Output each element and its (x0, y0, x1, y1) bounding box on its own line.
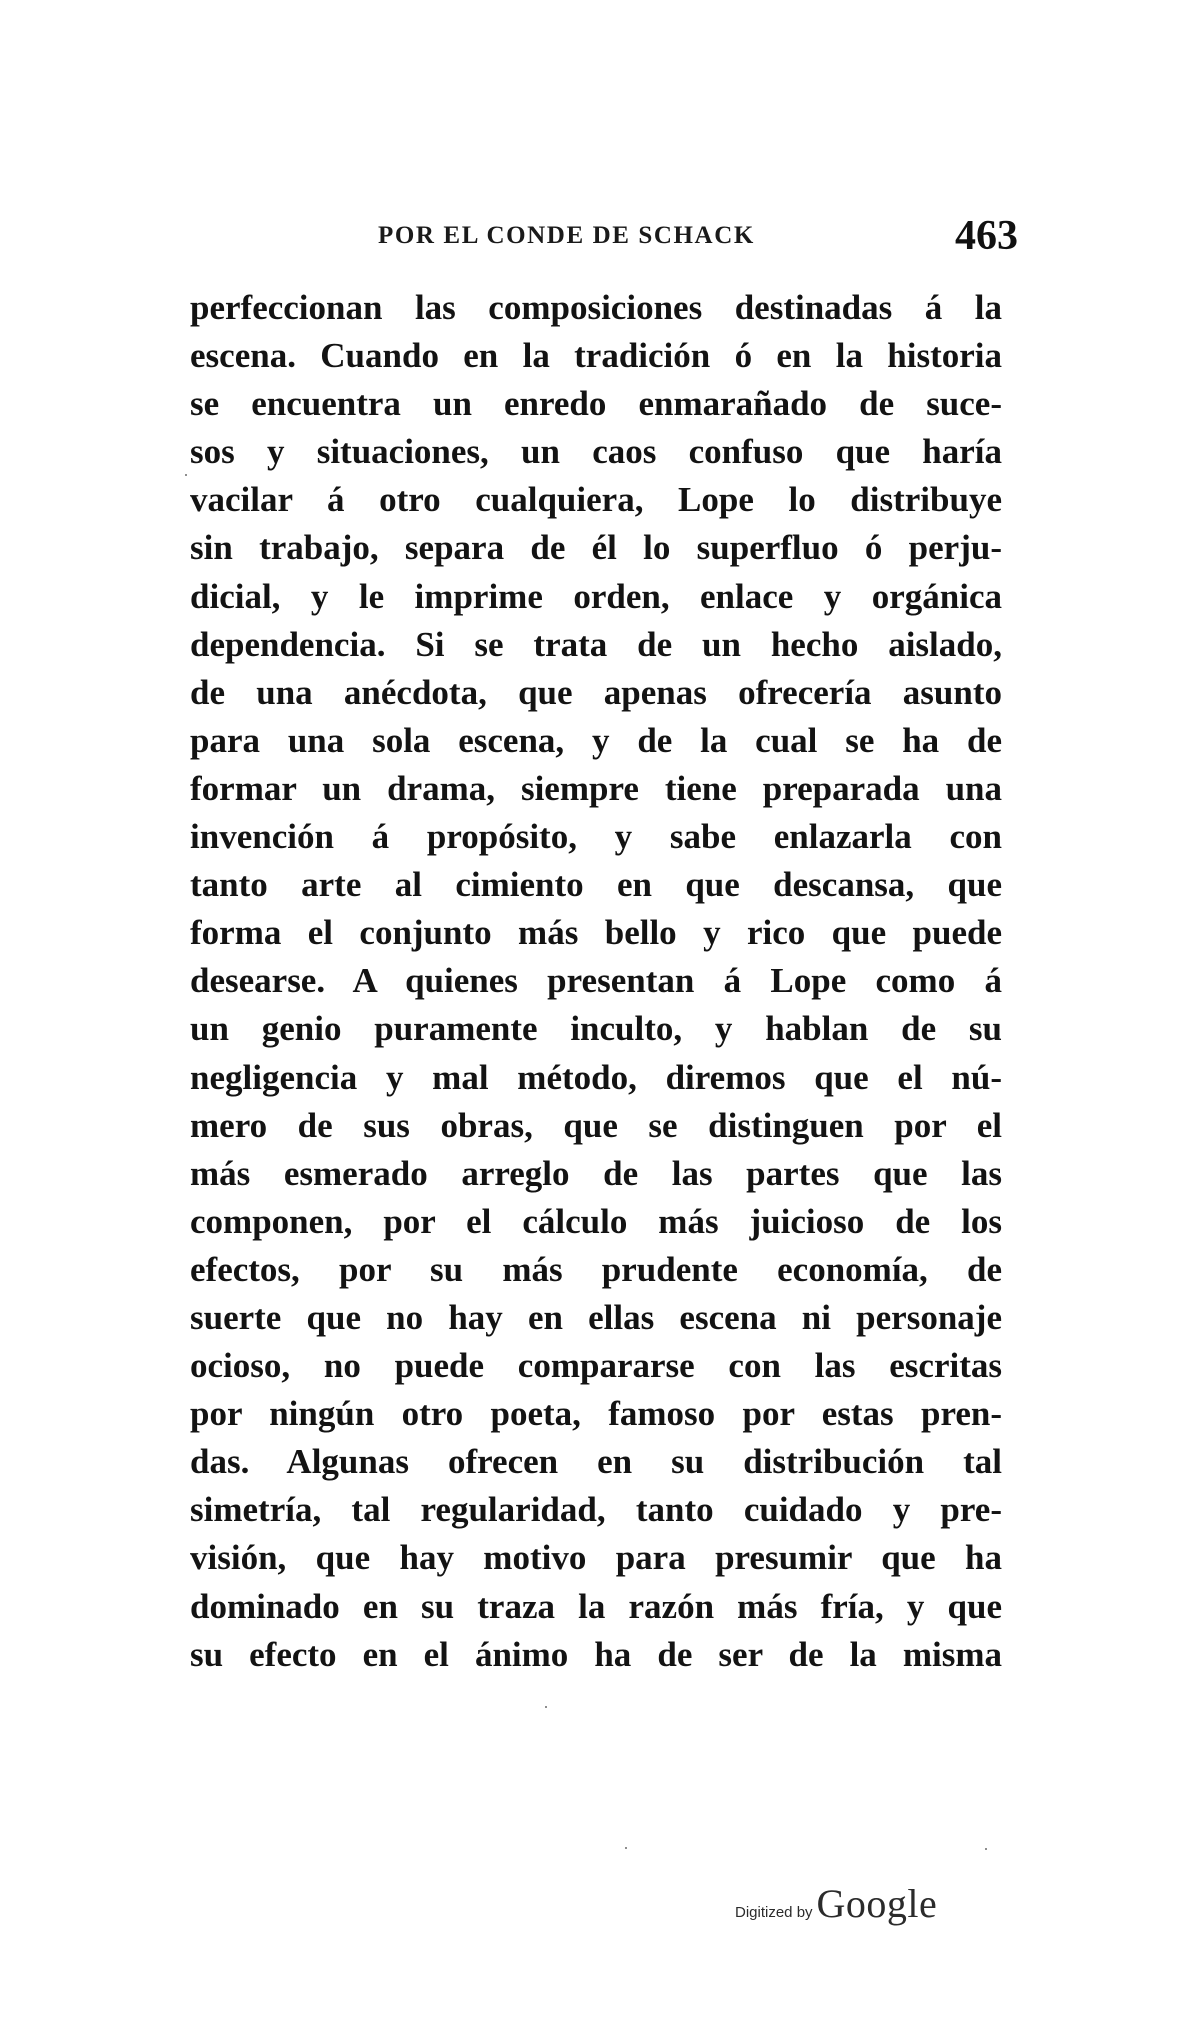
text-line: das. Algunas ofrecen en su distribución tal (190, 1442, 1002, 1482)
text-line: componen, por el cálculo más juicioso de los (190, 1201, 1002, 1241)
text-line: por ningún otro poeta, famoso por estas pren- (190, 1394, 1002, 1434)
text-line: dominado en su traza la razón más fría, y que (190, 1586, 1002, 1626)
text-line: su efecto en el ánimo ha de ser de la misma (190, 1634, 1002, 1674)
text-line: sin trabajo, separa de él lo superfluo ó perju- (190, 528, 1002, 568)
watermark-brand: Google (816, 1881, 938, 1926)
text-line: dicial, y le imprime orden, enlace y orgánica (190, 576, 1002, 616)
text-line: escena. Cuando en la tradición ó en la historia (190, 336, 1002, 376)
text-line: para una sola escena, y de la cual se ha de (190, 720, 1002, 760)
text-line: suerte que no hay en ellas escena ni personaje (190, 1297, 1002, 1337)
scan-speck (625, 1847, 627, 1849)
text-line: forma el conjunto más bello y rico que puede (190, 913, 1002, 953)
text-line: perfeccionan las composiciones destinadas á la (190, 288, 1002, 327)
watermark-prefix: Digitized by (735, 1904, 813, 1921)
text-line: más esmerado arreglo de las partes que las (190, 1153, 1002, 1193)
running-title: POR EL CONDE DE SCHACK (378, 222, 755, 249)
text-line: formar un drama, siempre tiene preparada una (190, 768, 1002, 808)
body-text (190, 284, 1002, 1679)
text-line: desearse. A quienes presentan á Lope como á (190, 961, 1002, 1001)
scan-speck (545, 1706, 547, 1708)
text-line: mero de sus obras, que se distinguen por el (190, 1105, 1002, 1145)
text-line: tanto arte al cimiento en que descansa, que (190, 865, 1002, 905)
text-line: efectos, por su más prudente economía, de (190, 1249, 1002, 1289)
text-line: ocioso, no puede compararse con las escritas (190, 1346, 1002, 1386)
text-line: se encuentra un enredo enmarañado de suce- (190, 384, 1002, 424)
text-line: de una anécdota, que apenas ofrecería asunto (190, 672, 1002, 712)
text-line: simetría, tal regularidad, tanto cuidado y pre- (190, 1490, 1002, 1530)
scan-speck (985, 1848, 987, 1850)
text-line: invención á propósito, y sabe enlazarla con (190, 817, 1002, 857)
text-line: dependencia. Si se trata de un hecho aislado, (190, 624, 1002, 664)
digitized-by-google-watermark (735, 1880, 937, 1924)
text-line: sos y situaciones, un caos confuso que haría (190, 432, 1002, 472)
text-line: visión, que hay motivo para presumir que ha (190, 1538, 1002, 1578)
page-number: 463 (955, 213, 1018, 259)
scan-speck (185, 474, 187, 476)
text-line: negligencia y mal método, diremos que el nú- (190, 1057, 1002, 1097)
text-line: vacilar á otro cualquiera, Lope lo distribuye (190, 480, 1002, 520)
text-line: un genio puramente inculto, y hablan de su (190, 1009, 1002, 1049)
